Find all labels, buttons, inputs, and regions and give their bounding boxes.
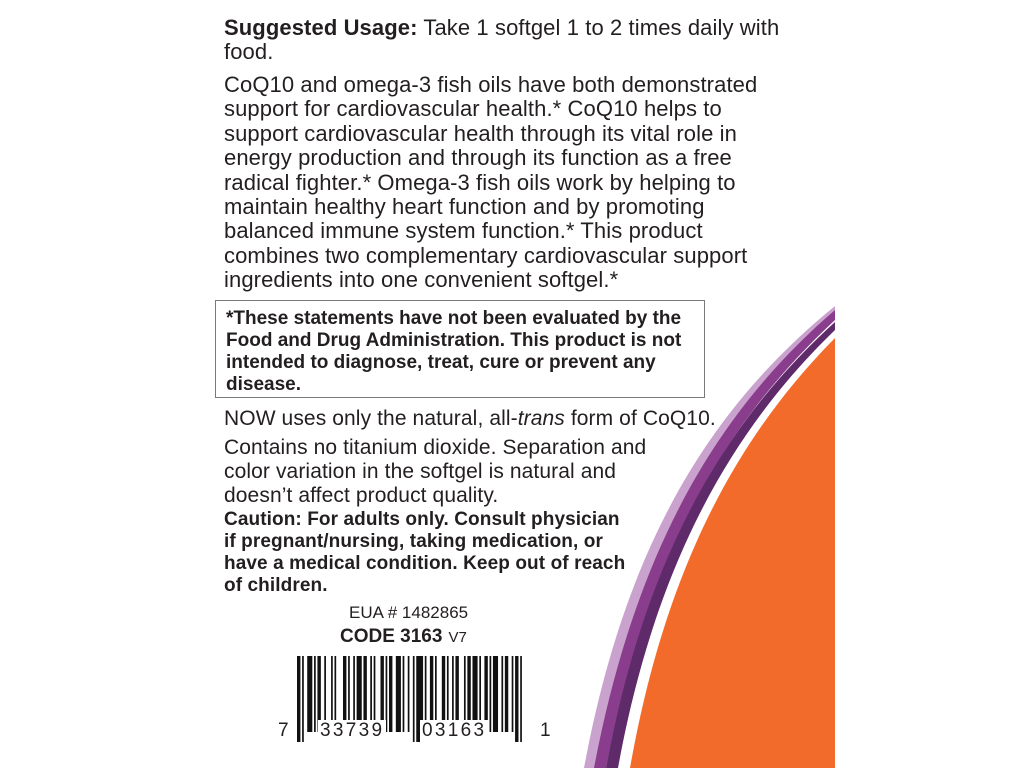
- barcode-bar: [408, 656, 410, 732]
- suggested-usage: [224, 16, 784, 65]
- suggested-usage-label: Suggested Usage:: [224, 15, 418, 40]
- barcode-bar: [297, 656, 300, 742]
- barcode-bar: [413, 656, 415, 742]
- barcode-bar: [403, 656, 405, 732]
- product-code: CODE 3163: [340, 626, 443, 647]
- natural-coq10-note: [224, 407, 724, 431]
- barcode-bar: [493, 656, 498, 732]
- label-version: V7: [448, 629, 467, 646]
- barcode-bar: [520, 656, 522, 742]
- product-description: CoQ10 and omega-3 fish oils have both demonstrated support for cardiovascular health.* CoQ10 helps to support cardiovascular health through its vital role in energy production and through its function as a free radical fighter.* Omega-3 fish oils work by helping to maintain healthy heart function and by promoting balanced immune system function.* This product combines two complementary cardiovascular support ingredients into one convenient softgel.*: [224, 72, 758, 293]
- barcode-trail-digit: 1: [540, 720, 551, 741]
- barcode-bar: [389, 656, 392, 732]
- eua-number: EUA # 1482865: [349, 603, 469, 622]
- barcode-bar: [314, 656, 316, 732]
- barcode-bar: [515, 656, 518, 742]
- barcode-bar: [505, 656, 508, 732]
- titanium-dioxide-note: Contains no titanium dioxide. Separation and color variation in the softgel is natural and doesn’t affect product quality.: [224, 436, 647, 507]
- fda-disclaimer-text: *These statements have not been evaluated by the Food and Drug Administration. This product is not intended to diagnose, treat, cure or prevent any disease.: [226, 308, 682, 395]
- barcode-lead-digit: 7: [278, 720, 289, 741]
- barcode-bar: [307, 656, 312, 732]
- product-code-line: [340, 626, 467, 649]
- fda-disclaimer-box: [215, 300, 705, 398]
- barcode-digit-group-left: 33739: [320, 720, 385, 741]
- barcode-bar: [501, 656, 503, 732]
- barcode-bar: [490, 656, 492, 732]
- natural-note-end: form of CoQ10.: [564, 407, 716, 430]
- natural-note-text: NOW uses only the natural, all-: [224, 407, 518, 430]
- caution-warning: Caution: For adults only. Consult physician if pregnant/nursing, taking medication, or have a medical condition. Keep out of reach of children.: [224, 509, 626, 596]
- barcode-bar: [302, 656, 304, 742]
- barcode-bar: [512, 656, 514, 732]
- barcode-digit-group-right: 03163: [422, 720, 487, 741]
- natural-note-italic: trans: [517, 407, 565, 430]
- barcode-bar: [396, 656, 401, 732]
- suggested-usage-text: Take 1 softgel 1 to 2 times daily with food.: [224, 15, 780, 65]
